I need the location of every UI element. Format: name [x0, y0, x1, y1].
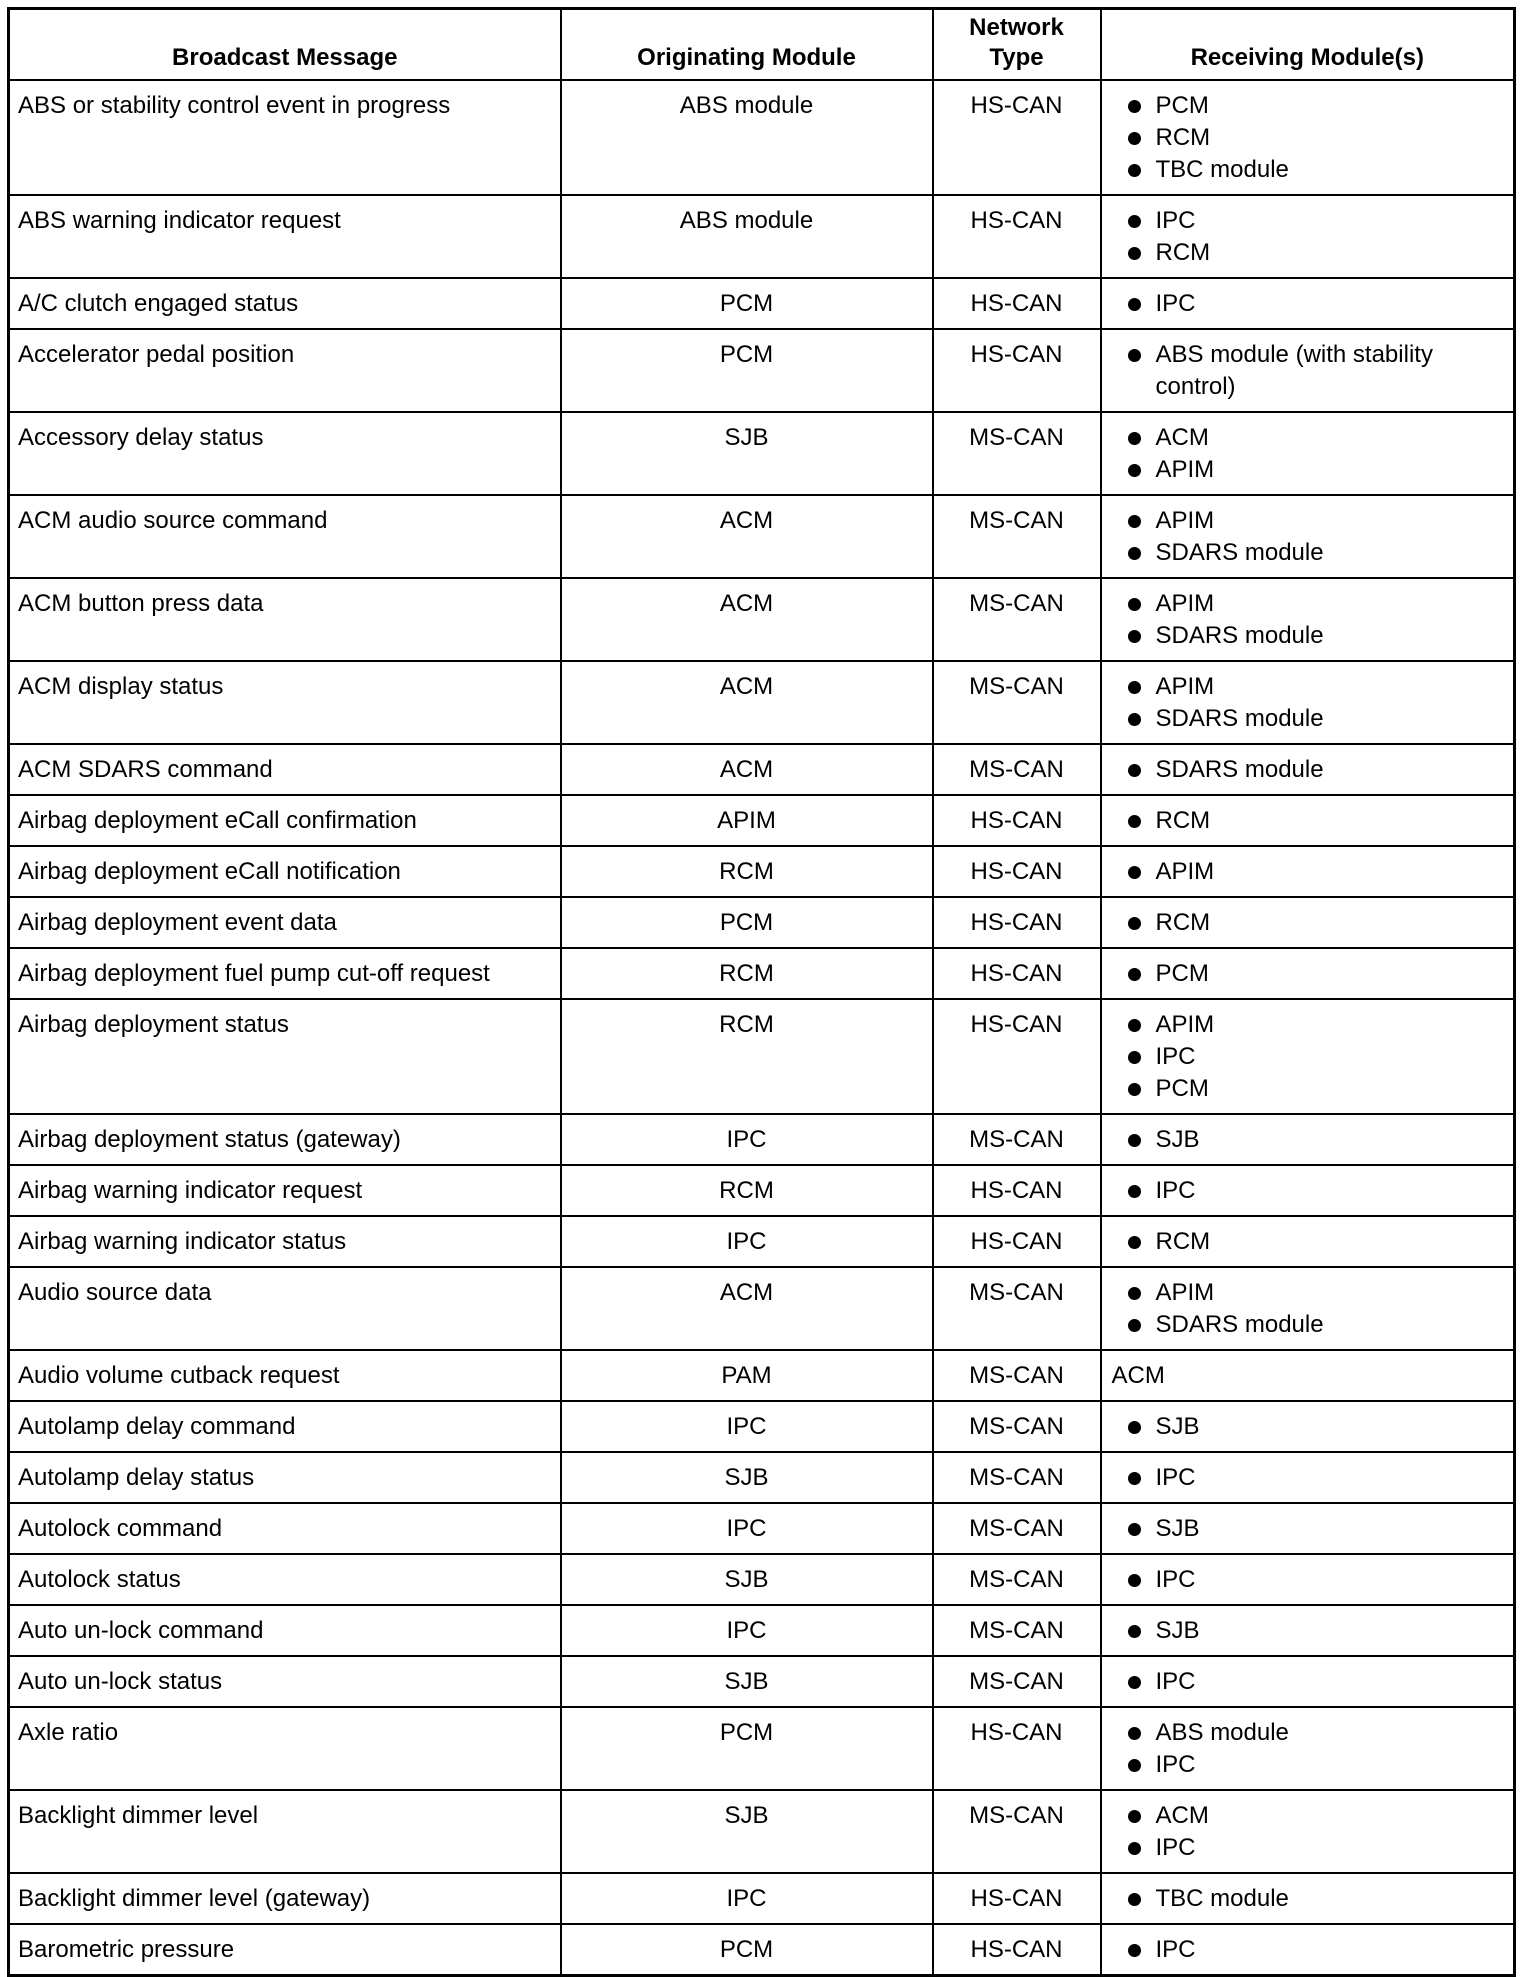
- receiving-modules-cell: [1101, 1503, 1515, 1554]
- receiving-module-item: SDARS module: [1122, 754, 1506, 786]
- network-type-cell: HS-CAN: [933, 1924, 1101, 1976]
- receiving-modules-cell: [1101, 412, 1515, 495]
- header-originating-module: Originating Module: [561, 9, 933, 81]
- broadcast-message-cell: Airbag deployment status (gateway): [9, 1114, 561, 1165]
- table-row: [9, 1503, 1515, 1554]
- receiving-module-list: [1110, 805, 1506, 837]
- receiving-module-item: PCM: [1122, 958, 1506, 990]
- broadcast-message-cell: Backlight dimmer level: [9, 1790, 561, 1873]
- receiving-module-list: [1110, 856, 1506, 888]
- receiving-modules-cell: [1101, 329, 1515, 412]
- originating-module-cell: ABS module: [561, 195, 933, 278]
- receiving-module-item: APIM: [1122, 856, 1506, 888]
- network-type-cell: HS-CAN: [933, 329, 1101, 412]
- originating-module-cell: RCM: [561, 948, 933, 999]
- broadcast-message-cell: Audio source data: [9, 1267, 561, 1350]
- receiving-modules-cell: [1101, 846, 1515, 897]
- originating-module-cell: SJB: [561, 1790, 933, 1873]
- originating-module-cell: SJB: [561, 1554, 933, 1605]
- originating-module-cell: IPC: [561, 1873, 933, 1924]
- originating-module-cell: PAM: [561, 1350, 933, 1401]
- receiving-module-list: [1110, 1226, 1506, 1258]
- network-type-cell: MS-CAN: [933, 661, 1101, 744]
- table-row: [9, 278, 1515, 329]
- table-row: [9, 1656, 1515, 1707]
- network-type-cell: MS-CAN: [933, 578, 1101, 661]
- receiving-module-list: [1110, 1717, 1506, 1781]
- header-network-type: [933, 9, 1101, 81]
- broadcast-message-cell: Auto un-lock command: [9, 1605, 561, 1656]
- originating-module-cell: ACM: [561, 1267, 933, 1350]
- receiving-module-item: APIM: [1122, 505, 1506, 537]
- receiving-module-item: IPC: [1122, 205, 1506, 237]
- table-row: [9, 1554, 1515, 1605]
- receiving-module-item: ACM: [1122, 422, 1506, 454]
- originating-module-cell: ACM: [561, 578, 933, 661]
- receiving-module-text: ACM: [1111, 1362, 1165, 1389]
- broadcast-message-cell: ACM display status: [9, 661, 561, 744]
- receiving-module-item: SJB: [1122, 1124, 1506, 1156]
- receiving-module-item: PCM: [1122, 90, 1506, 122]
- network-type-cell: HS-CAN: [933, 948, 1101, 999]
- table-body: [9, 80, 1515, 1976]
- originating-module-cell: APIM: [561, 795, 933, 846]
- broadcast-message-cell: ACM button press data: [9, 578, 561, 661]
- table-row: [9, 80, 1515, 195]
- receiving-module-item: APIM: [1122, 671, 1506, 703]
- page: [7, 7, 1513, 1977]
- receiving-module-item: SJB: [1122, 1615, 1506, 1647]
- broadcast-message-cell: Airbag deployment eCall confirmation: [9, 795, 561, 846]
- table-row: [9, 1216, 1515, 1267]
- originating-module-cell: ACM: [561, 744, 933, 795]
- broadcast-message-cell: ACM SDARS command: [9, 744, 561, 795]
- table-row: [9, 999, 1515, 1114]
- broadcast-message-cell: Barometric pressure: [9, 1924, 561, 1976]
- table-row: [9, 1790, 1515, 1873]
- receiving-module-item: ABS module (with stability control): [1122, 339, 1506, 403]
- receiving-module-item: SJB: [1122, 1411, 1506, 1443]
- network-type-cell: MS-CAN: [933, 1503, 1101, 1554]
- table-row: [9, 795, 1515, 846]
- receiving-module-item: IPC: [1122, 1564, 1506, 1596]
- receiving-modules-cell: [1101, 1790, 1515, 1873]
- table-row: [9, 495, 1515, 578]
- network-type-cell: HS-CAN: [933, 1873, 1101, 1924]
- header-row: [9, 9, 1515, 81]
- broadcast-message-cell: ACM audio source command: [9, 495, 561, 578]
- header-receiving-modules: Receiving Module(s): [1101, 9, 1515, 81]
- receiving-module-item: RCM: [1122, 122, 1506, 154]
- receiving-modules-cell: [1101, 661, 1515, 744]
- table-row: [9, 195, 1515, 278]
- broadcast-message-cell: Auto un-lock status: [9, 1656, 561, 1707]
- receiving-module-item: IPC: [1122, 1749, 1506, 1781]
- receiving-modules-cell: [1101, 1216, 1515, 1267]
- receiving-module-item: TBC module: [1122, 1883, 1506, 1915]
- table-row: [9, 1114, 1515, 1165]
- receiving-module-item: RCM: [1122, 805, 1506, 837]
- receiving-module-list: [1110, 205, 1506, 269]
- receiving-module-item: RCM: [1122, 1226, 1506, 1258]
- table-row: [9, 1350, 1515, 1401]
- receiving-modules-cell: [1101, 195, 1515, 278]
- table-row: [9, 329, 1515, 412]
- receiving-modules-cell: [1101, 1924, 1515, 1976]
- receiving-module-item: IPC: [1122, 1041, 1506, 1073]
- originating-module-cell: PCM: [561, 329, 933, 412]
- originating-module-cell: RCM: [561, 1165, 933, 1216]
- receiving-modules-cell: [1101, 744, 1515, 795]
- table-row: [9, 1873, 1515, 1924]
- broadcast-message-cell: Airbag deployment status: [9, 999, 561, 1114]
- header-broadcast-message: Broadcast Message: [9, 9, 561, 81]
- table-row: [9, 1924, 1515, 1976]
- receiving-module-list: [1110, 288, 1506, 320]
- receiving-module-list: [1110, 671, 1506, 735]
- broadcast-message-cell: Airbag deployment event data: [9, 897, 561, 948]
- receiving-module-item: SJB: [1122, 1513, 1506, 1545]
- broadcast-message-cell: ABS or stability control event in progress: [9, 80, 561, 195]
- receiving-module-list: [1110, 1564, 1506, 1596]
- table-row: [9, 661, 1515, 744]
- broadcast-message-table: [7, 7, 1516, 1977]
- broadcast-message-cell: Accelerator pedal position: [9, 329, 561, 412]
- receiving-module-item: APIM: [1122, 588, 1506, 620]
- receiving-module-item: IPC: [1122, 1666, 1506, 1698]
- receiving-module-list: [1110, 90, 1506, 186]
- receiving-modules-cell: [1101, 1605, 1515, 1656]
- originating-module-cell: IPC: [561, 1216, 933, 1267]
- broadcast-message-cell: Autolamp delay status: [9, 1452, 561, 1503]
- originating-module-cell: ABS module: [561, 80, 933, 195]
- network-type-cell: HS-CAN: [933, 1165, 1101, 1216]
- broadcast-message-cell: Autolock command: [9, 1503, 561, 1554]
- network-type-cell: HS-CAN: [933, 897, 1101, 948]
- originating-module-cell: IPC: [561, 1401, 933, 1452]
- receiving-module-list: [1110, 1800, 1506, 1864]
- network-type-cell: HS-CAN: [933, 846, 1101, 897]
- receiving-module-list: [1110, 1175, 1506, 1207]
- receiving-module-list: [1110, 754, 1506, 786]
- table-row: [9, 744, 1515, 795]
- originating-module-cell: RCM: [561, 846, 933, 897]
- table-row: [9, 948, 1515, 999]
- receiving-module-item: IPC: [1122, 1175, 1506, 1207]
- receiving-modules-cell: [1101, 495, 1515, 578]
- receiving-module-item: RCM: [1122, 907, 1506, 939]
- table-row: [9, 846, 1515, 897]
- receiving-module-item: IPC: [1122, 1934, 1506, 1966]
- receiving-module-item: RCM: [1122, 237, 1506, 269]
- receiving-module-list: [1110, 422, 1506, 486]
- receiving-module-item: APIM: [1122, 1009, 1506, 1041]
- receiving-module-item: PCM: [1122, 1073, 1506, 1105]
- receiving-modules-cell: [1101, 1656, 1515, 1707]
- receiving-module-item: ACM: [1122, 1800, 1506, 1832]
- table-row: [9, 897, 1515, 948]
- receiving-module-list: [1110, 1462, 1506, 1494]
- receiving-module-item: IPC: [1122, 1832, 1506, 1864]
- broadcast-message-cell: Airbag deployment fuel pump cut-off request: [9, 948, 561, 999]
- receiving-module-list: [1110, 1615, 1506, 1647]
- table-row: [9, 1707, 1515, 1790]
- receiving-module-item: SDARS module: [1122, 620, 1506, 652]
- receiving-module-list: [1110, 907, 1506, 939]
- originating-module-cell: IPC: [561, 1114, 933, 1165]
- originating-module-cell: SJB: [561, 1452, 933, 1503]
- network-type-cell: MS-CAN: [933, 412, 1101, 495]
- broadcast-message-cell: Axle ratio: [9, 1707, 561, 1790]
- receiving-modules-cell: [1101, 948, 1515, 999]
- table-row: [9, 1267, 1515, 1350]
- receiving-module-list: [1110, 339, 1506, 403]
- broadcast-message-cell: Backlight dimmer level (gateway): [9, 1873, 561, 1924]
- receiving-modules-cell: [1101, 1873, 1515, 1924]
- receiving-module-list: [1110, 1009, 1506, 1105]
- receiving-module-item: IPC: [1122, 288, 1506, 320]
- table-header: [9, 9, 1515, 81]
- receiving-modules-cell: [1101, 1114, 1515, 1165]
- network-type-cell: MS-CAN: [933, 1554, 1101, 1605]
- broadcast-message-cell: Autolamp delay command: [9, 1401, 561, 1452]
- broadcast-message-cell: A/C clutch engaged status: [9, 278, 561, 329]
- receiving-module-list: [1110, 588, 1506, 652]
- table-row: [9, 1401, 1515, 1452]
- originating-module-cell: IPC: [561, 1605, 933, 1656]
- receiving-module-list: [1110, 1411, 1506, 1443]
- network-type-cell: MS-CAN: [933, 1452, 1101, 1503]
- table-row: [9, 1165, 1515, 1216]
- network-type-cell: MS-CAN: [933, 1114, 1101, 1165]
- receiving-module-list: [1110, 1883, 1506, 1915]
- network-type-cell: HS-CAN: [933, 1216, 1101, 1267]
- receiving-modules-cell: [1101, 1707, 1515, 1790]
- broadcast-message-cell: Airbag deployment eCall notification: [9, 846, 561, 897]
- broadcast-message-cell: Autolock status: [9, 1554, 561, 1605]
- network-type-cell: MS-CAN: [933, 1656, 1101, 1707]
- network-type-cell: MS-CAN: [933, 1790, 1101, 1873]
- network-type-cell: MS-CAN: [933, 1350, 1101, 1401]
- originating-module-cell: PCM: [561, 1924, 933, 1976]
- network-type-cell: MS-CAN: [933, 495, 1101, 578]
- originating-module-cell: SJB: [561, 1656, 933, 1707]
- broadcast-message-cell: ABS warning indicator request: [9, 195, 561, 278]
- network-type-cell: HS-CAN: [933, 80, 1101, 195]
- network-type-cell: MS-CAN: [933, 1267, 1101, 1350]
- table-row: [9, 1605, 1515, 1656]
- receiving-module-list: [1110, 958, 1506, 990]
- receiving-modules-cell: [1101, 1165, 1515, 1216]
- receiving-module-list: [1110, 1277, 1506, 1341]
- network-type-cell: MS-CAN: [933, 1401, 1101, 1452]
- receiving-modules-cell: [1101, 1554, 1515, 1605]
- receiving-modules-cell: [1101, 1452, 1515, 1503]
- receiving-modules-cell: [1101, 999, 1515, 1114]
- receiving-modules-cell: [1101, 1267, 1515, 1350]
- receiving-module-list: [1110, 505, 1506, 569]
- originating-module-cell: PCM: [561, 278, 933, 329]
- network-type-cell: MS-CAN: [933, 1605, 1101, 1656]
- receiving-module-list: [1110, 1666, 1506, 1698]
- receiving-module-item: APIM: [1122, 454, 1506, 486]
- table-row: [9, 578, 1515, 661]
- receiving-module-list: [1110, 1934, 1506, 1966]
- receiving-module-item: ABS module: [1122, 1717, 1506, 1749]
- network-type-cell: HS-CAN: [933, 278, 1101, 329]
- originating-module-cell: ACM: [561, 495, 933, 578]
- receiving-module-item: IPC: [1122, 1462, 1506, 1494]
- receiving-module-list: [1110, 1513, 1506, 1545]
- broadcast-message-cell: Audio volume cutback request: [9, 1350, 561, 1401]
- broadcast-message-cell: Airbag warning indicator request: [9, 1165, 561, 1216]
- network-type-cell: HS-CAN: [933, 195, 1101, 278]
- receiving-modules-cell: [1101, 278, 1515, 329]
- receiving-module-list: [1110, 1124, 1506, 1156]
- receiving-module-item: APIM: [1122, 1277, 1506, 1309]
- receiving-modules-cell: [1101, 578, 1515, 661]
- originating-module-cell: PCM: [561, 897, 933, 948]
- network-type-cell: HS-CAN: [933, 999, 1101, 1114]
- receiving-module-item: SDARS module: [1122, 703, 1506, 735]
- originating-module-cell: PCM: [561, 1707, 933, 1790]
- receiving-module-item: TBC module: [1122, 154, 1506, 186]
- table-row: [9, 412, 1515, 495]
- originating-module-cell: IPC: [561, 1503, 933, 1554]
- receiving-modules-cell: [1101, 897, 1515, 948]
- broadcast-message-cell: Accessory delay status: [9, 412, 561, 495]
- network-type-cell: MS-CAN: [933, 744, 1101, 795]
- receiving-modules-cell: [1101, 80, 1515, 195]
- receiving-modules-cell: [1101, 1350, 1515, 1401]
- originating-module-cell: SJB: [561, 412, 933, 495]
- originating-module-cell: RCM: [561, 999, 933, 1114]
- receiving-modules-cell: [1101, 795, 1515, 846]
- originating-module-cell: ACM: [561, 661, 933, 744]
- receiving-module-item: SDARS module: [1122, 1309, 1506, 1341]
- receiving-module-item: SDARS module: [1122, 537, 1506, 569]
- network-type-cell: HS-CAN: [933, 795, 1101, 846]
- receiving-modules-cell: [1101, 1401, 1515, 1452]
- broadcast-message-cell: Airbag warning indicator status: [9, 1216, 561, 1267]
- header-network-type-label: Network Type: [969, 14, 1064, 71]
- table-row: [9, 1452, 1515, 1503]
- network-type-cell: HS-CAN: [933, 1707, 1101, 1790]
